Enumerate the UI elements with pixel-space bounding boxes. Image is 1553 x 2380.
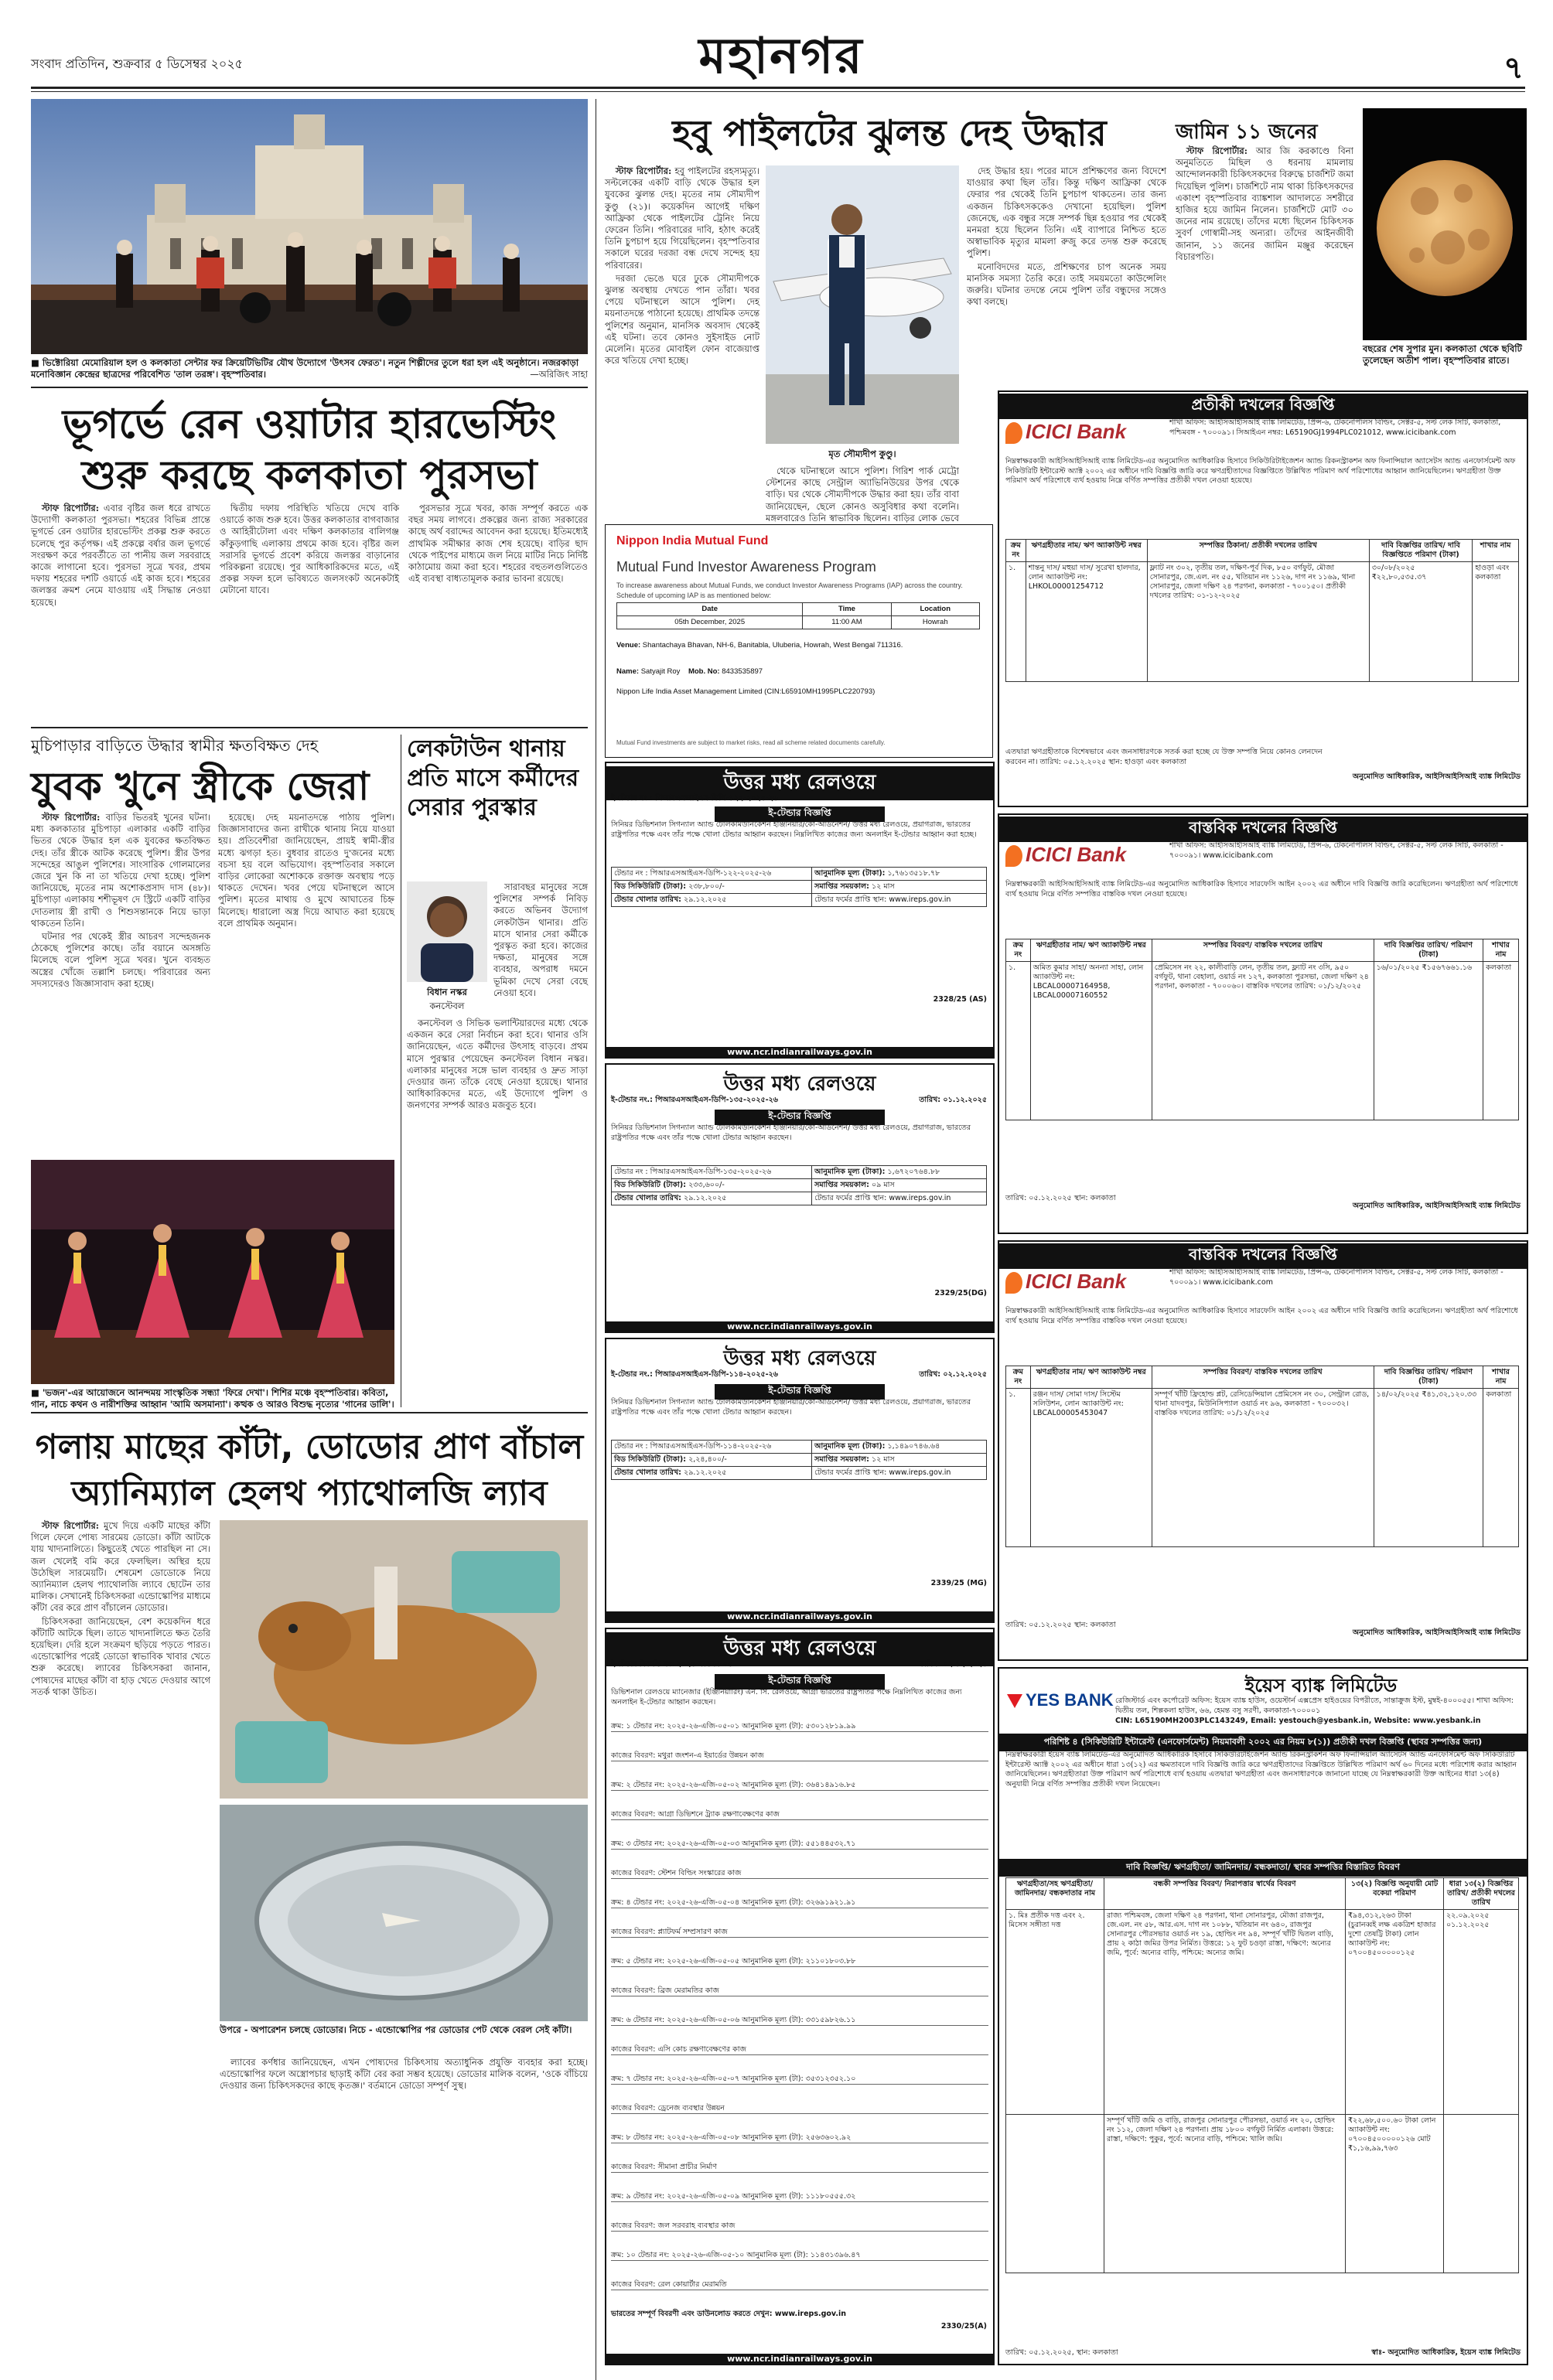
rail4-row: ক্রম: ৯ টেন্ডার নং: ২০২৫-২৬-এজি-০৫-০৯ আনুমানিক মূল্য (টা): ১১১৮০৫৫৫.৩২: [611, 2192, 988, 2202]
icici2-sign: অনুমোদিত আধিকারিক, আইসিআইসিআই ব্যাঙ্ক লিমিটেড: [1352, 1202, 1521, 1210]
yes-bank-logo: YES BANK: [1007, 1690, 1114, 1710]
jamin-headline: জামিন ১১ জনের: [1176, 121, 1318, 144]
yes-foot-left: তারিখ: ০৫.১২.২০২৫, স্থান: কলকাতা: [1005, 2348, 1118, 2357]
rail2-notice-no: ই-টেন্ডার নং.: পিআরএসআইএস-ডিপি-১৩৫-২০২৫-২৬: [611, 1096, 778, 1104]
rail2-table: টেন্ডার নং : পিআরএসআইএস-ডিপি-১৩৫-২০২৫-২৬ আনুমানিক মূল্য (টাকা): ১,৬৭২০৭৬৪.৮৮ বিড সিকিউরিটি (টাকা): ২৩৩,৬০০/- সমাপ্তির সময়কাল: ০৯ মাস টেন্ডার খোলার তারিখ: ২৯.১২.২০২৫ টেন্ডার ফর্মের প্রাপ্তি স্থান: www.ireps.gov.in: [611, 1165, 987, 1205]
rain-col-1: স্টাফ রিপোর্টার: এবার বৃষ্টির জল ধরে রাখতে উদ্যোগী কলকাতা পুরসভা। শহরের বিভিন্ন প্রান্তে ভূগর্ভে রেন ওয়াটার হারভেস্টিং প্রকল্প শুরু করতে চলেছে পুর কর্তৃপক্ষ। এই প্রকল্পে বর্ষার জল ভূগর্ভে সংরক্ষণ করে পরবর্তীতে তা পানীয় জল সরবরাহে কাজে লাগানো হবে। পুরসভা সূত্রে খবর, প্রথম দফায় শহরের দশটি ওয়ার্ডে এই কাজ হবে। শহরের জলস্তর ক্রমশ নেমে যাওয়ায় এই সিদ্ধান্ত নেওয়া হয়েছে।: [31, 503, 211, 608]
rain-headline-2: শুরু করছে কলকাতা পুরসভা: [81, 452, 538, 499]
rail4-row: কাজের বিবরণ: সীমানা প্রাচীর নির্মাণ: [611, 2163, 988, 2173]
icici-logo: ICICI Bank: [1005, 1270, 1126, 1294]
mfund-contact: Name: Satyajit Roy Mob. No: 8433535897: [616, 667, 763, 676]
rail4-row: কাজের বিবরণ: ড্রেনেজ ব্যবস্থার উন্নয়ন: [611, 2104, 988, 2114]
rail4-row: কাজের বিবরণ: জল সরবরাহ ব্যবস্থার কাজ: [611, 2221, 988, 2232]
rail4-footnote: ভারতের সম্পূর্ণ বিবরণী এবং ডাউনলোড করতে দেখুন: www.ireps.gov.in: [611, 2310, 846, 2318]
masthead-rule: [31, 87, 1525, 89]
mfund-intro: To increase awareness about Mutual Funds, we conduct Investor Awareness Programs (IAP) across the country. Schedule of upcoming IAP is as mentioned below:: [616, 581, 963, 599]
rail4-footer: www.ncr.indianrailways.gov.in: [606, 2354, 993, 2364]
icici1-table: ক্রম নং ঋণগ্রহীতার নাম/ ঋণ অ্যাকাউন্ট নম্বর সম্পত্তির ঠিকানা/ প্রতীকী দখলের তারিখ দাবি বিজ্ঞপ্তির তারিখ/ দাবি বিজ্ঞপ্তিতে পরিমাণ (টাকা) শাখার নাম ১. শান্তনু দাস/ মহুয়া দাস/ সুরেখা হালদার, লোন অ্যাকাউন্ট নং: LHKOL00001254712 ফ্ল্যাট নং ৩০২, তৃতীয় তল, দক্ষিণ-পূর্ব দিক, ৮৫০ বর্গফুট, মৌজা সোনারপুর, জে.এল. নং ৫৫, খতিয়ান নং ১১২৬, দাগ নং ১১৬৯, থানা সোনারপুর, জেলা দক্ষিণ ২৪ পরগনা, কলকাতা - ৭০০১৫০। প্রতীকী দখলের তারিখ: ০১-১২-২০২৫ ৩০/০৮/২০২৫ ₹২২,৮০,৫৩৫.৩৭ হাওড়া এবং কলকাতা: [1005, 539, 1519, 682]
husband-col-1: স্টাফ রিপোর্টার: বাড়ির ভিতরই খুনের ঘটনা। মধ্য কলকাতার মুচিপাড়া এলাকার একটি বাড়ির ভিতর থেকে উদ্ধার হল এক যুবকের ক্ষতবিক্ষত দেহ। তাঁর স্ত্রীকে আটক করেছে পুলিশ। স্ত্রীর উপর সন্দেহের আঙুল পুলিশের। সাংসারিক গোলমালের জেরে খুন কি না তা খতিয়ে দেখা হচ্ছে। পুলিশ জানিয়েছে, মৃতের নাম অশোকপ্রসাদ দাস (৪৮)। মুচিপাড়া এলাকায় শশীভূষণ দে স্ট্রিটে একটি বাড়ির দোতলায় স্ত্রী রাখী ও শিশুসন্তানকে নিয়ে ভাড়া থাকতেন তিনি। ঘটনার পর থেকেই স্ত্রীর আচরণ সন্দেহজনক ঠেকেছে পুলিশের কাছে। তাঁর বয়ানে অসঙ্গতি মিলেছে বলে পুলিশ সূত্রে খবর। খুনে ব্যবহৃত অস্ত্রের খোঁজে তল্লাশি চলছে। পরিবারের অন্য সদস্যদেরও জিজ্ঞাসাবাদ করা হচ্ছে।: [31, 812, 211, 989]
icici2-foot: তারিখ: ০৫.১২.২০২৫ স্থান: কলকাতা: [1005, 1194, 1116, 1202]
victoria-photo: [31, 99, 588, 354]
rail1-table: টেন্ডার নং : পিআরএসআইএস-ডিপি-১২২-২০২৫-২৬ আনুমানিক মূল্য (টাকা): ১,৭৬১৩৫১৮.৭৮ বিড সিকিউরিটি (টাকা): ২৩৮,৮০০/- সমাপ্তির সময়কাল: ১২ মাস টেন্ডার খোলার তারিখ: ২৯.১২.২০২৫ টেন্ডার ফর্মের প্রাপ্তি স্থান: www.ireps.gov.in: [611, 867, 987, 907]
laketown-col-b: কনস্টেবল ও সিভিক ভলান্টিয়ারদের মধ্যে থেকে একজন করে সেরা নির্বাচন করা হবে। থানার ওসি জানিয়েছেন, এতে কর্মীদের উৎসাহ বাড়বে। প্রথম মাসে পুরস্কার পেয়েছেন কনস্টেবল বিধান নস্কর। এলাকার মানুষের সঙ্গে ভাল ব্যবহার ও দ্রুত সাড়া দেওয়ার জন্য তাঁকে বেছে নেওয়া হয়েছে। থানার আধিকারিকদের মতে, এই উদ্যোগে পুলিশ ও জনগণের সম্পর্ক আরও মজবুত হবে।: [407, 1018, 588, 1111]
dog-photo-top: [220, 1520, 588, 1799]
rail4-row: ক্রম: ৩ টেন্ডার নং: ২০২৫-২৬-এজি-০৫-০৩ আনুমানিক মূল্য (টা): ৫৫১৪৪৫৩২.৭১: [611, 1840, 988, 1850]
icici2-body: নিম্নস্বাক্ষরকারী আইসিআইসিআই ব্যাঙ্ক লিমিটেড-এর অনুমোদিত আধিকারিক হিসাবে সারফেসি আইন ২০০২ এর অধীনে দাবি বিজ্ঞপ্তি জারি করেছিলেন। ঋণগ্রহীতা অর্থ পরিশোধে ব্যর্থ হওয়ায় নিম্নে বর্ণিত সম্পত্তির বাস্তবিক দখল নেওয়া হয়েছে।: [1005, 880, 1518, 898]
rail2-footer: www.ncr.indianrailways.gov.in: [606, 1321, 993, 1332]
victoria-caption: ■ ভিক্টোরিয়া মেমোরিয়াল হল ও কলকাতা সেন্টার ফর ক্রিয়েটিভিটির যৌথ উদ্যোগে 'উৎসব ফেরত'। নতুন শিল্পীদের তুলে ধরা হল এই অনুষ্ঠানে। নজরকাড়া মনোবিজ্ঞান কেন্দ্রের ছাত্রদের পরিবেশিত 'তাল তরঙ্গ'। বৃহস্পতিবার। —অরিজিৎ সাহা: [31, 357, 588, 380]
rail3-code: 2339/25 (MG): [930, 1579, 987, 1587]
dog-col-2: ল্যাবের কর্ণধার জানিয়েছেন, এখন পোষ্যদের চিকিৎসায় অত্যাধুনিক প্রযুক্তি ব্যবহার করা হচ্ছে। এন্ডোস্কোপির ফলে অস্ত্রোপচার ছাড়াই কাঁটা বের করা সম্ভব হয়েছে। ডোডোর মালিক বলেন, 'ওকে বাঁচিয়ে দেওয়ার জন্য চিকিৎসকদের কাছে কৃতজ্ঞ।' বর্তমানে ডোডো সম্পূর্ণ সুস্থ।: [220, 2057, 588, 2092]
mfund-brand: Nippon India Mutual Fund: [616, 534, 769, 547]
yes-bank-notice: [998, 1667, 1528, 2365]
icici3-table: ক্রম নং ঋণগ্রহীতার নাম/ ঋণ অ্যাকাউন্ট নম্বর সম্পত্তির বিবরণ/ বাস্তবিক দখলের তারিখ দাবি বিজ্ঞপ্তির তারিখ/ পরিমাণ (টাকা) শাখার নাম ১. রঞ্জন দাস/ সোমা দাস/ সিস্টেম সলিউশন, লোন অ্যাকাউন্ট নং: LBCAL00005453047 সম্পূর্ণ খাঁটি ফ্রিহোল্ড প্লট, রেসিডেন্সিয়াল প্রেমিসেস নং ৩০, সেন্ট্রাল রোড, থানা যাদবপুর, মিউনিসিপ্যাল ওয়ার্ড নং ৯৬, কলকাতা - ৭০০০৩২। বাস্তবিক দখলের তারিখ: ০১/১২/২০২৫ ১৪/০২/২০২৫ ₹৪১,৩২,১২০.৩৩ কলকাতা: [1005, 1366, 1519, 1547]
mfund-title: Mutual Fund Investor Awareness Program: [616, 559, 876, 575]
rail3-date: তারিখ: ০২.১২.২০২৫: [919, 1370, 987, 1379]
rail2-title: উত্তর মধ্য রেলওয়ে: [723, 1072, 876, 1096]
rail4-notice-no: ই-টেন্ডার বিজ্ঞপ্তি নং: ২০২৫-নভেম্বর-০৫: [611, 1660, 732, 1669]
icici2-table: ক্রম নং ঋণগ্রহীতার নাম/ ঋণ অ্যাকাউন্ট নম্বর সম্পত্তির বিবরণ/ বাস্তবিক দখলের তারিখ দাবি বিজ্ঞপ্তির তারিখ/ পরিমাণ (টাকা) শাখার নাম ১. অমিত কুমার সাহা/ অনন্যা সাহা, লোন অ্যাকাউন্ট নং: LBCAL00007164958, LBCAL00007160552 প্রেমিসেস নং ২২, কালীবাড়ি লেন, তৃতীয় তল, ফ্ল্যাট নং ৩সি, ৯৫০ বর্গফুট, থানা বেহালা, ওয়ার্ড নং ১২৭, কলকাতা পুরসভা, জেলা দক্ষিণ ২৪ পরগনা, কলকাতা - ৭০০০৬০। বাস্তবিক দখলের তারিখ: ০১/১২/২০২৫ ১৬/০১/২০২৫ ₹১৫৬৭৬৬১.১৬ কলকাতা: [1005, 939, 1519, 1120]
rail4-row: ক্রম: ৫ টেন্ডার নং: ২০২৫-২৬-এজি-০৫-০৫ আনুমানিক মূল্য (টা): ২১১০১৮০৩.৮৮: [611, 1957, 988, 1967]
icici-notice-2: [998, 813, 1528, 1234]
dog-col-1: স্টাফ রিপোর্টার: মুখে দিয়ে একটি মাছের কাঁটা গিলে ফেলে পোষ্য সারমেয় ডোডো। কাঁটা আটকে যায় খাদ্যনালিতে। কিছুতেই খেতে পারছিল না সে। জল খেলেই বমি করে ফেলছিল। অস্থির হয়ে উঠেছিল সারমেয়টি। শেষমেশ ডোডোকে নিয়ে অ্যানিম্যাল হেলথ প্যাথোলজি ল্যাবে ছোটেন তার মালিক। সেখানেই চিকিৎসকরা এন্ডোস্কোপির মাধ্যমে কাঁটা বের করে প্রাণ বাঁচালেন ডোডোর। চিকিৎসকরা জানিয়েছেন, বেশ কয়েকদিন ধরে কাঁটাটি আটকে ছিল। তাতে খাদ্যনালিতে ক্ষত তৈরি হয়েছিল। দেরি হলে সংক্রমণ ছড়িয়ে পড়তে পারত। এন্ডোস্কোপির পরেই ডোডো স্বাভাবিক খাবার খেতে শুরু করেছে। ল্যাবের চিকিৎসকরা জানান, পোষ্যদের মাছের কাঁটা বা হাড় খেতে দেওয়ার আগে সতর্ক থাকা উচিত।: [31, 1520, 211, 1697]
icici-logo: ICICI Bank: [1005, 420, 1126, 444]
rail4-row: কাজের বিবরণ: রেল কোয়ার্টার মেরামতি: [611, 2280, 988, 2290]
rail4-row: ক্রম: ১ টেন্ডার নং: ২০২৫-২৬-এজি-০৫-০১ আনুমানিক মূল্য (টা): ৫৩০১২৮১৯.৯৯: [611, 1722, 988, 1732]
icici3-title: বাস্তবিক দখলের বিজ্ঞপ্তি: [999, 1243, 1527, 1269]
icici1-foot: এতদ্বারা ঋণগ্রহীতাকে বিশেষভাবে এবং জনসাধারণকে সতর্ক করা হচ্ছে যে উক্ত সম্পত্তি নিয়ে কোনও লেনদেন করবেন না। তারিখ: ০৫.১২.২০২৫ স্থান: হাওড়া এবং কলকাতা: [1005, 748, 1323, 766]
icici3-foot: তারিখ: ০৫.১২.২০২৫ স্থান: কলকাতা: [1005, 1621, 1116, 1629]
icici3-body: নিম্নস্বাক্ষরকারী আইসিআইসিআই ব্যাঙ্ক লিমিটেড-এর অনুমোদিত আধিকারিক হিসাবে সারফেসি আইন ২০০২ এর অধীনে দাবি বিজ্ঞপ্তি জারি করেছিলেন। ঋণগ্রহীতা অর্থ পরিশোধে ব্যর্থ হওয়ায় নিম্নে বর্ণিত সম্পত্তির বাস্তবিক দখল নেওয়া হয়েছে।: [1005, 1307, 1518, 1325]
icici1-addr: শাখা অফিস: আইসিআইসিআই ব্যাঙ্ক লিমিটেড, প্রিন্স-৬, টেকনোপলিস বিল্ডিং, সেক্টর-৫, সল্ট লেক সিটি, কলকাতা, পশ্চিমবঙ্গ - ৭০০০৯১। সিআইএন নম্বর: L65190GJ1994PLC021012, www.icicibank.com: [1169, 418, 1501, 437]
rail4-code: 2330/25(A): [940, 2322, 987, 2331]
mfund-ad: [605, 524, 993, 758]
rail4-row: কাজের বিবরণ: এসি কোচ রক্ষণাবেক্ষণের কাজ: [611, 2045, 988, 2055]
rail3-body: সিনিয়র ডিভিশনাল সিগন্যাল অ্যান্ড টেলিকমিউনিকেশন ইঞ্জিনিয়ার/কো-অর্ডিনেশন/ উত্তর মধ্য রেলওয়ে, প্রয়াগরাজ, ভারতের রাষ্ট্রপতির পক্ষে এবং তাঁর পক্ষে খোলা টেন্ডার আহ্বান করছেন।: [611, 1398, 971, 1417]
laketown-photo-name: বিধান নস্কর: [427, 987, 467, 997]
rain-headline-1: ভূগর্ভে রেন ওয়াটার হারভেস্টিং: [62, 401, 557, 448]
rail3-bar: ই-টেন্ডার বিজ্ঞপ্তি: [715, 1384, 885, 1400]
rail4-row: কাজের বিবরণ: মথুরা জংশন-এ ইয়ার্ডের উন্নয়ন কাজ: [611, 1751, 988, 1761]
yes-subbar: দাবি বিজ্ঞপ্তি/ ঋণগ্রহীতা/ জামিনদার/ বন্ধকদাতা/ স্থাবর সম্পত্তির বিস্তারিত বিবরণ: [999, 1859, 1527, 1877]
dog-photo-caption: উপরে - অপারেশন চলছে ডোডোর। নিচে - এন্ডোস্কোপির পর ডোডোর পেট থেকে বেরল সেই কাঁটা।: [220, 2024, 572, 2035]
rail-notice-1: [605, 762, 995, 1059]
icici1-body: নিম্নস্বাক্ষরকারী আইসিআইসিআই ব্যাঙ্ক লিমিটেড-এর অনুমোদিত আধিকারিক হিসাবে সিকিউরিটাইজেশন অ্যান্ড রিকনস্ট্রাকশন অফ ফিনান্সিয়াল অ্যাসেটস অ্যান্ড এনফোর্সমেন্ট অফ সিকিউরিটি ইন্টারেস্ট অ্যাক্ট ২০০২ এর অধীনে দাবি বিজ্ঞপ্তি জারি করে ঋণগ্রহীতাদের বিজ্ঞপ্তিতে উল্লিখিত পরিমাণ অর্থ পরিশোধের আহ্বান জানিয়েছিলেন। ঋণগ্রহীতা উক্ত পরিমাণ অর্থ পরিশোধে ব্যর্থ হওয়ায় নিম্নে বর্ণিত সম্পত্তির প্রতীকী দখল নেওয়া হয়েছে।: [1005, 457, 1516, 485]
masthead-date: সংবাদ প্রতিদিন, শুক্রবার ৫ ডিসেম্বর ২০২৫: [31, 56, 244, 71]
dance-photo: [31, 1160, 394, 1384]
hobu-photo: [766, 165, 959, 444]
husband-col-2: হয়েছে। দেহ ময়নাতদন্তে পাঠায় পুলিশ। জিজ্ঞাসাবাদের জন্য রাখীকে থানায় নিয়ে যাওয়া হয়। প্রতিবেশীরা জানিয়েছেন, প্রায়ই স্বামী-স্ত্রীর মধ্যে ঝগড়া হত। বুধবার রাতেও দু'জনের মধ্যে বচসা হয় বলে অভিযোগ। বৃহস্পতিবার সকালে বাড়ির লোকেরা অশোককে রক্তাক্ত অবস্থায় পড়ে থাকতে দেখেন। খবর পেয়ে ঘটনাস্থলে আসে পুলিশ। মৃতের মাথায় ও মুখে আঘাতের চিহ্ন মিলেছে। ধারালো অস্ত্র দিয়ে আঘাত করা হয়েছে বলে প্রাথমিক অনুমান।: [218, 812, 394, 929]
mfund-table: Date Time Location 05th December, 2025 11:00 AM Howrah: [616, 602, 980, 629]
rail1-title: উত্তর মধ্য রেলওয়ে: [606, 766, 993, 800]
rail4-row: কাজের বিবরণ: আগ্রা ডিভিশনে ট্র্যাক রক্ষণাবেক্ষণের কাজ: [611, 1810, 988, 1820]
icici2-title: বাস্তবিক দখলের বিজ্ঞপ্তি: [999, 817, 1527, 842]
rail2-code: 2329/25(DG): [934, 1289, 987, 1297]
rail4-row: ক্রম: ৬ টেন্ডার নং: ২০২৫-২৬-এজি-০৫-০৬ আনুমানিক মূল্য (টা): ৩৩১৫৯৮২৬.১১: [611, 2016, 988, 2026]
rail4-row: কাজের বিবরণ: ব্রিজ মেরামতির কাজ: [611, 1986, 988, 1996]
laketown-headline: লেকটাউন থানায় প্রতি মাসে কর্মীদের সেরার পুরস্কার: [407, 735, 579, 821]
rail4-row: কাজের বিবরণ: স্টেশন বিল্ডিং সংস্কারের কাজ: [611, 1869, 988, 1879]
laketown-col-a: সারাবছর মানুষের সঙ্গে পুলিশের সম্পর্ক নিবিড় করতে অভিনব উদ্যোগ লেকটাউন থানার। প্রতি মাসে থানার সেরা কর্মীকে পুরস্কৃত করা হবে। কাজের দক্ষতা, মানুষের সঙ্গে ব্যবহার, অপরাধ দমনে ভূমিকা দেখে সেরা বেছে নেওয়া হবে।: [493, 881, 588, 998]
rail4-date: তারিখ: ০২.১২.২০২৫: [919, 1660, 987, 1669]
rail1-notice-no: ই-টেন্ডার নং.: পিআরএসআইএস-ডিপি-১২২-২০২৫-২৬: [611, 794, 778, 803]
rail4-row: ক্রম: ৮ টেন্ডার নং: ২০২৫-২৬-এজি-০৫-০৮ আনুমানিক মূল্য (টা): ২৫৬৩৬০২.৯২: [611, 2133, 988, 2143]
icici-logo: ICICI Bank: [1005, 843, 1126, 867]
rail-notice-2: [605, 1063, 995, 1333]
icici-notice-1: [998, 390, 1528, 807]
yes-table: ঋণগ্রহীতা/সহ ঋণগ্রহীতা/ জামিনদার/ বন্ধকদাতার নাম বন্ধকী সম্পত্তির বিবরণ/ নিরাপত্তার স্বার্থের বিবরণ ১৩(২) বিজ্ঞপ্তি অনুযায়ী মোট বকেয়া পরিমাণ ধারা ১৩(২) বিজ্ঞপ্তির তারিখ/ প্রতীকী দখলের তারিখ ১. মিঃ প্রতীক দত্ত এবং ২. মিসেস সঙ্গীতা দত্ত রাজ্য পশ্চিমবঙ্গ, জেলা দক্ষিণ ২৪ পরগনা, থানা সোনারপুর, মৌজা রাজপুর, জে.এল. নং ৫৮, আর.এস. দাগ নং ১০৮৮, খতিয়ান নং ৬৪০, রাজপুর সোনারপুর পৌরসভার ওয়ার্ড নং ১৯, হোল্ডিং নং ৯৪, সম্পূর্ণ খাঁটি দ্বিতল বাড়ি, প্রায় ২ কাঠা জমির উপর নির্মিত। উত্তরে: ১২ ফুট চওড়া রাস্তা, দক্ষিণে: অন্যের জমি, পূর্বে: অন্যের বাড়ি, পশ্চিমে: অন্যের জমি। ₹৯৪,৩১২,২৬৩ টাকা (চুরানব্বই লক্ষ একত্রিশ হাজার দুশো তেষট্টি টাকা) লোন অ্যাকাউন্ট নং: ০৭০০৪৫০০০০০১২৫ ২২.০৯.২০২৫ ০১.১২.২০২৫ সম্পূর্ণ খাঁটি জমি ও বাড়ি, রাজপুর সোনারপুর পৌরসভা, ওয়ার্ড নং ২০, হোল্ডিং নং ১১২, জেলা দক্ষিণ ২৪ পরগনা। প্রায় ১৮০০ বর্গফুট নির্মিত এলাকা। উত্তরে: রাস্তা, দক্ষিণে: পুকুর, পূর্বে: অন্যের বাড়ি, পশ্চিমে: খালি জমি। ₹২২,৬৮,৫০০.৬০ টাকা লোন অ্যাকাউন্ট নং: ০৭০০৪৫০০০০০১২৬ মোট ₹১,১৬,৯৯,৭৬৩: [1005, 1877, 1519, 2273]
yes-bar: পরিশিষ্ট ৪ (সিকিউরিটি ইন্টারেস্ট (এনফোর্সমেন্ট) নিয়মাবলী ২০০২ এর নিয়ম ৮(১)) প্রতীকী দখল বিজ্ঞপ্তি (স্থাবর সম্পত্তির জন্য): [999, 1734, 1527, 1751]
moon-photo: [1363, 108, 1527, 340]
rail4-bar: ই-টেন্ডার বিজ্ঞপ্তি: [715, 1674, 885, 1690]
icici2-addr: শাখা অফিস: আইসিআইসিআই ব্যাঙ্ক লিমিটেড, প্রিন্স-৬, টেকনোপলিস বিল্ডিং, সেক্টর-৫, সল্ট লেক সিটি, কলকাতা - ৭০০০৯১। www.icicibank.com: [1169, 841, 1504, 860]
jamin-body: স্টাফ রিপোর্টার: আর জি করকাণ্ডে বিনা অনুমতিতে মিছিল ও ধরনায় মামলায় আন্দোলনকারী চিকিৎসকদের বিরুদ্ধে চার্জশিট জমা দিয়েছিল পুলিশ। চার্জশিটে নাম থাকা চিকিৎসকদের একাংশ বৃহস্পতিবার ব্যাঙ্কশাল আদালতে সশরীরে হাজির হয়ে জামিন নিলেন। চার্জশিটে মোট ৩০ জনের নাম রয়েছে। তাঁদের মধ্যে ছিলেন চিকিৎসক সুবর্ণ গোস্বামী-সহ অন্যরা। তাঁদের আইনজীবী জানান, ১১ জনের জামিন মঞ্জুর করেছেন বিচারপতি।: [1176, 145, 1353, 262]
rail4-row: ক্রম: ১০ টেন্ডার নং: ২০২৫-২৬-এজি-০৫-১০ আনুমানিক মূল্য (টা): ১১৪৩১৩৯৬.৪৭: [611, 2251, 988, 2261]
yes-addr: রেজিস্টার্ড এবং কর্পোরেট অফিস: ইয়েস ব্যাঙ্ক হাউস, ওয়েস্টার্ন এক্সপ্রেস হাইওয়ের বিপরীতে, সান্তাক্রুজ ইস্ট, মুম্বই-৪০০০৫৫। শাখা অফিস: দ্বিতীয় তল, শিল্পকলা হাউস, ৬৬, হেমন্ত বসু সরণী, কলকাতা-৭০০০০১: [1115, 1696, 1514, 1715]
section-title: মহানগর: [698, 28, 864, 85]
mfund-footer: Mutual Fund investments are subject to market risks, read all scheme related documents carefully.: [616, 739, 886, 746]
dance-caption: ■ 'ভজন'-এর আয়োজনে আনন্দময় সাংস্কৃতিক সন্ধ্যা 'ফিরে দেখা'। শিশির মঞ্চে বৃহস্পতিবার। কবিতা, গান, নাচে কথন ও নারীশক্তির আহ্বান 'আমি অসমান্যা'। কত্থক ও আরও বিশুদ্ধ নৃত্যের 'গানের ডালি'।: [31, 1387, 394, 1410]
rail2-body: সিনিয়র ডিভিশনাল সিগন্যাল অ্যান্ড টেলিকমিউনিকেশন ইঞ্জিনিয়ার/কো-অর্ডিনেশন/ উত্তর মধ্য রেলওয়ে, প্রয়াগরাজ, ভারতের রাষ্ট্রপতির পক্ষে এবং তাঁর পক্ষে খোলা টেন্ডার আহ্বান করছেন।: [611, 1124, 971, 1142]
rail-notice-4: [605, 1628, 995, 2365]
icici1-sign: অনুমোদিত আধিকারিক, আইসিআইসিআই ব্যাঙ্ক লিমিটেড: [1352, 772, 1521, 781]
rail1-code: 2328/25 (AS): [933, 995, 987, 1004]
rail1-body: সিনিয়র ডিভিশনাল সিগন্যাল অ্যান্ড টেলিকমিউনিকেশন ইঞ্জিনিয়ার/কো-অর্ডিনেশন/ উত্তর মধ্য রেলওয়ে, প্রয়াগরাজ, ভারতের রাষ্ট্রপতির পক্ষে এবং তাঁর পক্ষে খোলা টেন্ডার আহ্বান করছেন। নিম্নলিখিত কাজের জন্য অনলাইন ই-টেন্ডার আহ্বান করা হচ্ছে।: [611, 820, 977, 839]
mfund-venue: Venue: Shantachaya Bhavan, NH-6, Banitabla, Uluberia, Howrah, West Bengal 711316.: [616, 641, 903, 650]
rail4-row: ক্রম: ৭ টেন্ডার নং: ২০২৫-২৬-এজি-০৫-০৭ আনুমানিক মূল্য (টা): ৩৫৩১২৩৫২.১০: [611, 2075, 988, 2085]
icici3-addr: শাখা অফিস: আইসিআইসিআই ব্যাঙ্ক লিমিটেড, প্রিন্স-৬, টেকনোপলিস বিল্ডিং, সেক্টর-৫, সল্ট লেক সিটি, কলকাতা - ৭০০০৯১। www.icicibank.com: [1169, 1268, 1504, 1287]
rail1-bar: ই-টেন্ডার বিজ্ঞপ্তি: [715, 806, 885, 822]
yes-body: নিম্নস্বাক্ষরকারী ইয়েস ব্যাঙ্ক লিমিটেড-এর অনুমোদিত আধিকারিক হিসাবে সিকিউরিটাইজেশন অ্যান্ড রিকনস্ট্রাকশন অফ ফিনান্সিয়াল অ্যাসেটস অ্যান্ড এনফোর্সমেন্ট অফ সিকিউরিটি ইন্টারেস্ট অ্যাক্ট ২০০২ এর অধীনে ধারা ১৩(১২) এর ক্ষমতাবলে দাবি বিজ্ঞপ্তি জারি করে ঋণগ্রহীতাদের বিজ্ঞপ্তিতে উল্লিখিত পরিমাণ অর্থ ৬০ দিনের মধ্যে পরিশোধ করার আহ্বান জানিয়েছিলেন। ঋণগ্রহীতারা উক্ত পরিমাণ অর্থ পরিশোধে ব্যর্থ হওয়ায় এতদ্বারা ঋণগ্রহীতা এবং জনসাধারণকে জানানো যাচ্ছে যে নিম্নস্বাক্ষরকারী উক্ত আইনের ধারা ১৩(৪) অনুযায়ী নিম্নে বর্ণিত সম্পত্তির প্রতীকী দখল নিয়েছেন।: [1005, 1751, 1517, 1788]
dog-photo-bottom: [220, 1805, 588, 2021]
masthead-rule-thin: [31, 91, 1525, 92]
icici-notice-3: [998, 1240, 1528, 1661]
rail2-bar: ই-টেন্ডার বিজ্ঞপ্তি: [715, 1110, 885, 1125]
hobu-caption: মৃত সৌম্যদীপ কুণ্ডু।: [828, 448, 896, 459]
rail3-title: উত্তর মধ্য রেলওয়ে: [723, 1347, 876, 1370]
rail-notice-3: [605, 1338, 995, 1623]
hobu-col-1: স্টাফ রিপোর্টার: হবু পাইলটের রহস্যমৃত্যু। সল্টলেকের একটি বাড়ি থেকে উদ্ধার হল যুবকের ঝুলন্ত দেহ। মৃতের নাম সৌম্যদীপ কুণ্ডু (২১)। কয়েকদিন আগেই দক্ষিণ আফ্রিকা থেকে পাইলটের ট্রেনিং নিয়ে ফেরেন তিনি। পরিবারের দাবি, হঠাৎ করেই তিনি চুপচাপ হয়ে গিয়েছিলেন। বৃহস্পতিবার সকালে ঘরের দরজা বন্ধ দেখে সন্দেহ হয় পরিবারের। দরজা ভেঙে ঘরে ঢুকে সৌম্যদীপকে ঝুলন্ত অবস্থায় দেখতে পান তাঁরা। খবর পেয়ে ঘটনাস্থলে আসে পুলিশ। দেহ ময়নাতদন্তে পাঠানো হয়েছে। প্রাথমিক তদন্তে পুলিশের অনুমান, মানসিক অবসাদ থেকেই এই ঘটনা। তবে কোনও সুইসাইড নোট মেলেনি। মৃতের মোবাইল ফোন বাজেয়াপ্ত করে খতিয়ে দেখা হচ্ছে।: [605, 165, 759, 367]
rain-col-2: দ্বিতীয় দফায় পরিস্থিতি খতিয়ে দেখে বাকি ওয়ার্ডে কাজ শুরু হবে। উত্তর কলকাতার বাগবাজার ও আহিরীটোলা এবং দক্ষিণ কলকাতার বালিগঞ্জ কাঁকুড়গাছি এলাকায় প্রথমে কাজ হবে। বৃষ্টির জল সরাসরি ভূগর্ভে প্রবেশ করিয়ে জলস্তর বাড়ানোর পরিকল্পনা রয়েছে। পুর আধিকারিকদের মতে, এই প্রকল্প সফল হলে ভবিষ্যতে জলসংকট অনেকটাই মেটানো যাবে।: [220, 503, 399, 596]
rail3-table: টেন্ডার নং : পিআরএসআইএস-ডিপি-১১৪-২০২৫-২৬ আনুমানিক মূল্য (টাকা): ১,১৪৯০৭৪৬.৬৪ বিড সিকিউরিটি (টাকা): ২,২৪,৪০০/- সমাপ্তির সময়কাল: ১২ মাস টেন্ডার খোলার তারিখ: ২৯.১২.২০২৫ টেন্ডার ফর্মের প্রাপ্তি স্থান: www.ireps.gov.in: [611, 1440, 987, 1480]
rail4-title: উত্তর মধ্য রেলওয়ে: [606, 1632, 993, 1666]
yes-cin: CIN: L65190MH2003PLC143249, Email: yestouch@yesbank.in, Website: www.yesbank.in: [1115, 1717, 1481, 1725]
divider-victoria: [31, 387, 588, 388]
divider-rain: [31, 727, 588, 728]
icici1-title: প্রতীকী দখলের বিজ্ঞপ্তি: [999, 394, 1527, 419]
rail4-row: ক্রম: ২ টেন্ডার নং: ২০২৫-২৬-এজি-০৫-০২ আনুমানিক মূল্য (টা): ৩৬৪১৪৯১৬.৮৫: [611, 1781, 988, 1791]
rail4-row: কাজের বিবরণ: প্ল্যাটফর্ম সম্প্রসারণ কাজ: [611, 1928, 988, 1938]
rail3-footer: www.ncr.indianrailways.gov.in: [606, 1611, 993, 1621]
page-number: ৭: [1503, 50, 1524, 86]
dog-headline-1: গলায় মাছের কাঁটা, ডোডোর প্রাণ বাঁচাল: [35, 1427, 584, 1467]
husband-headline: যুবক খুনে স্ত্রীকে জেরা: [31, 764, 370, 809]
hobu-headline: হবু পাইলটের ঝুলন্ত দেহ উদ্ধার: [672, 112, 1107, 154]
dog-headline-2: অ্যানিম্যাল হেলথ প্যাথোলজি ল্যাব: [71, 1474, 548, 1513]
rail3-notice-no: ই-টেন্ডার নং.: পিআরএসআইএস-ডিপি-১১৪-২০২৫-২৬: [611, 1370, 778, 1379]
yes-title: ইয়েস ব্যাঙ্ক লিমিটেড: [1244, 1675, 1398, 1696]
rail2-date: তারিখ: ০১.১২.২০২৫: [919, 1096, 987, 1104]
yes-row: সম্পূর্ণ খাঁটি জমি ও বাড়ি, রাজপুর সোনারপুর পৌরসভা, ওয়ার্ড নং ২০, হোল্ডিং নং ১১২, জেলা দক্ষিণ ২৪ পরগনা। প্রায় ১৮০০ বর্গফুট নির্মিত এলাকা। উত্তরে: রাস্তা, দক্ষিণে: পুকুর, পূর্বে: অন্যের বাড়ি, পশ্চিমে: খালি জমি। ₹২২,৬৮,৫০০.৬০ টাকা লোন অ্যাকাউন্ট নং: ০৭০০৪৫০০০০০১২৬ মোট ₹১,১৬,৯৯,৭৬৩: [1006, 2115, 1519, 2273]
moon-caption: বছরের শেষ সুপার মুন। কলকাতা থেকে ছবিটি তুলেছেন অতীশ পাল। বৃহস্পতিবার রাতে।: [1363, 343, 1522, 366]
rain-col-3: পুরসভার সূত্রে খবর, কাজ সম্পূর্ণ করতে এক বছর সময় লাগবে। প্রকল্পের জন্য রাজ্য সরকারের কাছে অর্থ বরাদ্দের আবেদন করা হয়েছে। ইতিমধ্যেই প্রাথমিক সমীক্ষার কাজ শেষ হয়েছে। বাড়ির ছাদ থেকে পাইপের মাধ্যমে জল নিয়ে মাটির নিচে নির্দিষ্ট কাঠামোয় জমা করা হবে। শহরের বহুতলগুলিতেও এই ব্যবস্থা বাধ্যতামূলক করার ভাবনা রয়েছে।: [408, 503, 588, 585]
hobu-col-3: দেহ উদ্ধার হয়। পরের মাসে প্রশিক্ষণের জন্য বিদেশে যাওয়ার কথা ছিল তাঁর। কিন্তু দক্ষিণ আফ্রিকা থেকে ফেরার পর থেকেই তিনি চুপচাপ থাকতেন। তার জন্য একজন চিকিৎসককেও দেখানো হয়েছিল। পুলিশ জেনেছে, এক বন্ধুর সঙ্গে সম্পর্ক ছিন্ন হওয়ার পর থেকেই মনমরা হয়ে ছিলেন তিনি। এই ব্যাপারে নিশ্চিত হতে অস্বাভাবিক মৃত্যুর মামলা রুজু করে তদন্ত শুরু করেছে পুলিশ। মনোবিদদের মতে, প্রশিক্ষণের চাপ অনেক সময় মানসিক সমস্যা তৈরি করে। তাই সময়মতো কাউন্সেলিং জরুরি। ঘটনার তদন্তে নেমে পুলিশ তাঁর বন্ধুদের সঙ্গেও কথা বলছে।: [967, 165, 1166, 308]
hobu-col-2: থেকে ঘটনাস্থলে আসে পুলিশ। গিরিশ পার্ক মেট্রো স্টেশনের কাছে সেন্ট্রাল অ্যাভিনিউয়ের উপর থেকে বাড়ি। ঘর থেকে সৌম্যদীপকে উদ্ধার করা হয়। তাঁর বাবা জানিয়েছেন, ছেলে কোনও অসুবিধার কথা বলেনি। মঙ্গলবারেও তিনি স্বাভাবিক ছিলেন। বাড়ির লোক ভেবে: [766, 465, 959, 523]
husband-kicker: মুচিপাড়ার বাড়িতে উদ্ধার স্বামীর ক্ষতবিক্ষত দেহ: [31, 736, 319, 755]
laketown-photo: [407, 881, 487, 982]
yes-row: ১. মিঃ প্রতীক দত্ত এবং ২. মিসেস সঙ্গীতা দত্ত রাজ্য পশ্চিমবঙ্গ, জেলা দক্ষিণ ২৪ পরগনা, থানা সোনারপুর, মৌজা রাজপুর, জে.এল. নং ৫৮, আর.এস. দাগ নং ১০৮৮, খতিয়ান নং ৬৪০, রাজপুর সোনারপুর পৌরসভার ওয়ার্ড নং ১৯, হোল্ডিং নং ৯৪, সম্পূর্ণ খাঁটি দ্বিতল বাড়ি, প্রায় ২ কাঠা জমির উপর নির্মিত। উত্তরে: ১২ ফুট চওড়া রাস্তা, দক্ষিণে: অন্যের জমি, পূর্বে: অন্যের বাড়ি, পশ্চিমে: অন্যের জমি। ₹৯৪,৩১২,২৬৩ টাকা (চুরানব্বই লক্ষ একত্রিশ হাজার দুশো তেষট্টি টাকা) লোন অ্যাকাউন্ট নং: ০৭০০৪৫০০০০০১২৫ ২২.০৯.২০২৫ ০১.১২.২০২৫: [1006, 1910, 1519, 2115]
divider-dog: [31, 1412, 588, 1413]
icici3-sign: অনুমোদিত আধিকারিক, আইসিআইসিআই ব্যাঙ্ক লিমিটেড: [1352, 1628, 1521, 1637]
mfund-company: Nippon Life India Asset Management Limited (CIN:L65910MH1995PLC220793): [616, 687, 875, 696]
yes-foot-right: স্বাঃ- অনুমোদিত আধিকারিক, ইয়েস ব্যাঙ্ক লিমিটেড: [1371, 2348, 1521, 2357]
rail1-footer: www.ncr.indianrailways.gov.in: [606, 1047, 993, 1057]
rail4-row: ক্রম: ৪ টেন্ডার নং: ২০২৫-২৬-এজি-০৫-০৪ আনুমানিক মূল্য (টা): ৩২৬৯১৯২১.৯১: [611, 1898, 988, 1908]
laketown-photo-role: কনস্টেবল: [429, 1001, 465, 1011]
rail4-body: ডিভিশনাল রেলওয়ে ম্যানেজার (ইঞ্জিনিয়ারিং) এন. সি. রেলওয়ে, আগ্রা ভারতের রাষ্ট্রপতির পক্ষে নিম্নলিখিত কাজের জন্য অনলাইন ই-টেন্ডার আহ্বান করছেন।: [611, 1688, 962, 1707]
